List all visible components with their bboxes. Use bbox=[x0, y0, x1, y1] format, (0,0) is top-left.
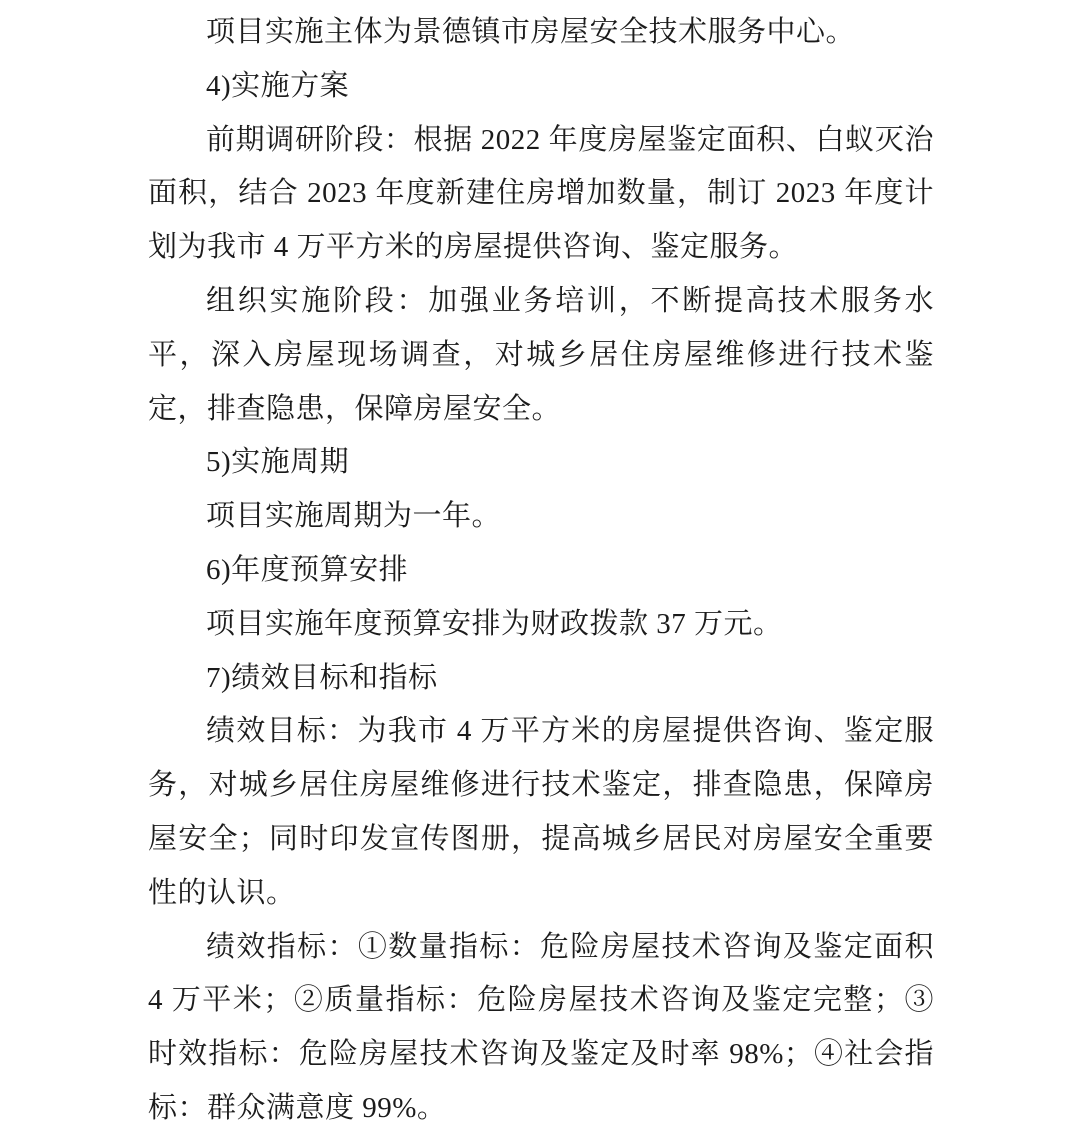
paragraph-organization-phase: 组织实施阶段：加强业务培训，不断提高技术服务水平，深入房屋现场调查，对城乡居住房屋维修进行技术鉴定，排查隐患，保障房屋安全。 bbox=[148, 284, 934, 425]
paragraph-research-phase: 前期调研阶段：根据 2022 年度房屋鉴定面积、白蚁灭治面积，结合 2023 年度新建住房增加数量，制订 2023 年度计划为我市 4 万平方米的房屋提供咨询、鉴定服务。 bbox=[148, 123, 934, 264]
paragraph-period-duration: 项目实施周期为一年。 bbox=[206, 500, 502, 533]
paragraph-project-entity: 项目实施主体为景德镇市房屋安全技术服务中心。 bbox=[206, 16, 856, 48]
paragraph-performance-indicators: 绩效指标：①数量指标：危险房屋技术咨询及鉴定面积 4 万平米；②质量指标：危险房屋技术咨询及鉴定完整；③时效指标：危险房屋技术咨询及鉴定及时率 98%；④社会指标：群众满意度 99%。 bbox=[148, 930, 934, 1124]
paragraph-budget-amount: 项目实施年度预算安排为财政拨款 37 万元。 bbox=[206, 607, 783, 640]
heading-implementation-plan: 4)实施方案 bbox=[206, 69, 350, 102]
heading-implementation-period: 5)实施周期 bbox=[206, 446, 350, 479]
heading-performance-targets: 7)绩效目标和指标 bbox=[206, 661, 438, 694]
heading-annual-budget: 6)年度预算安排 bbox=[206, 553, 409, 586]
paragraph-performance-goal: 绩效目标：为我市 4 万平方米的房屋提供咨询、鉴定服务，对城乡居住房屋维修进行技术鉴定，排查隐患，保障房屋安全；同时印发宣传图册，提高城乡居民对房屋安全重要性的认识。 bbox=[148, 715, 934, 909]
